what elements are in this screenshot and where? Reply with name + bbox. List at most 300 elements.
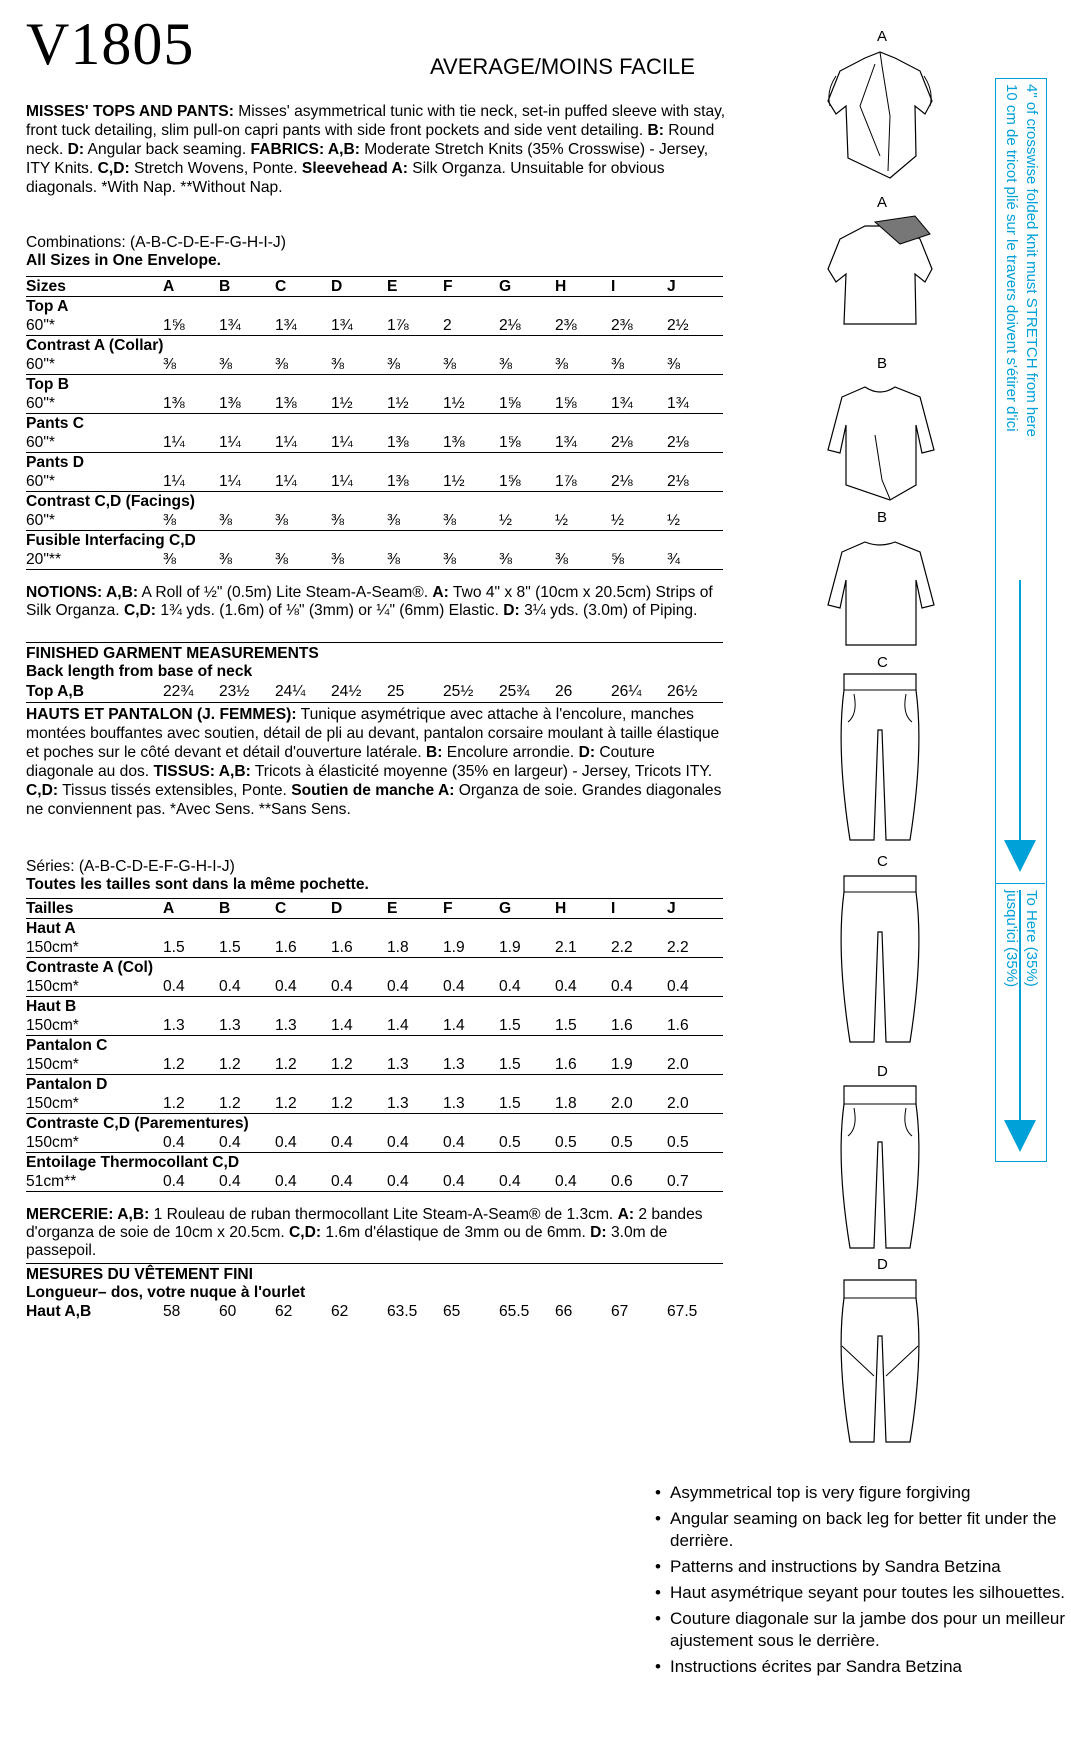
yardage-value: 0.4: [387, 1134, 409, 1151]
finished-value: 22¾: [163, 683, 194, 700]
yardage-value: 1⅞: [387, 317, 409, 334]
yardage-value: 1⅞: [555, 473, 577, 490]
finished-value: 65: [443, 1303, 461, 1320]
finished-table-en: [26, 682, 723, 701]
yardage-value: 1.3: [219, 1017, 241, 1034]
yardage-row: [26, 1172, 723, 1192]
view-letter: D: [877, 1063, 888, 1080]
yardage-value: 0.4: [163, 978, 185, 995]
view-letter: C: [877, 853, 888, 870]
yardage-value: 2.0: [667, 1056, 689, 1073]
yardage-value: 0.4: [163, 1134, 185, 1151]
notions-text: 1¾ yds. (1.6m) of ⅛" (3mm) or ¼" (6mm) Elastic.: [156, 602, 504, 619]
view-letter: A: [877, 194, 888, 211]
finished-value: 24½: [331, 683, 362, 700]
size-header: G: [499, 899, 555, 919]
yardage-value: ⅜: [219, 356, 233, 373]
yardage-value: 2.0: [611, 1095, 633, 1112]
yardage-value: 1¾: [219, 317, 241, 334]
yardage-row: [26, 938, 723, 958]
description-label: Soutien de manche A:: [291, 782, 455, 799]
description-fr: [26, 705, 726, 819]
description-label: B:: [426, 744, 443, 761]
description-text: Angular back seaming.: [84, 141, 251, 158]
size-header: B: [219, 277, 275, 297]
finished-row: [26, 1302, 723, 1321]
yardage-value: 0.5: [611, 1134, 633, 1151]
yardage-value: ⅜: [443, 512, 457, 529]
fabric-name: Fusible Interfacing C,D: [26, 531, 723, 551]
feature-bullet: • Asymmetrical top is very figure forgiving: [655, 1482, 1065, 1504]
feature-bullet: • Couture diagonale sur la jambe dos pour un meilleur ajustement sous le derrière.: [655, 1608, 1065, 1652]
yardage-value: 1.6: [555, 1056, 577, 1073]
fabric-name: Contraste C,D (Parementures): [26, 1114, 723, 1134]
yardage-value: 1.9: [443, 939, 465, 956]
yardage-value: 1.3: [163, 1017, 185, 1034]
description-text: Organza de soie. Grandes diagonales ne conviennent pas. *Avec Sens. **Sans Sens.: [26, 782, 722, 818]
notions-text: 3¼ yds. (3.0m) of Piping.: [519, 602, 698, 619]
description-label: TISSUS: A,B:: [153, 763, 251, 780]
yardage-value: 1.3: [387, 1056, 409, 1073]
yardage-value: 1.6: [611, 1017, 633, 1034]
fabric-width: 60"*: [26, 434, 55, 451]
yardage-row: [26, 1094, 723, 1114]
finished-value: 63.5: [387, 1303, 418, 1320]
notions-text: 1 Rouleau de ruban thermocollant Lite Steam-A-Seam® de 1.3cm.: [149, 1206, 618, 1223]
yardage-value: 1¼: [331, 473, 353, 490]
divider: [26, 642, 723, 643]
yardage-value: 2.1: [555, 939, 577, 956]
size-header: J: [667, 899, 723, 919]
fabric-name: Haut B: [26, 997, 723, 1017]
fabric-name: Pants C: [26, 414, 723, 434]
fabric-name-row: [26, 1114, 723, 1134]
finished-row: [26, 682, 723, 701]
yardage-value: 1¾: [555, 434, 577, 451]
yardage-value: 1.3: [387, 1095, 409, 1112]
sizes-label: Sizes: [26, 277, 163, 297]
finished-value: 23½: [219, 683, 250, 700]
fabric-name-row: [26, 297, 723, 317]
yardage-value: ½: [555, 512, 569, 529]
feature-bullet: • Haut asymétrique seyant pour toutes les silhouettes.: [655, 1582, 1065, 1604]
finished-name: Haut A,B: [26, 1303, 92, 1320]
size-header: I: [611, 899, 667, 919]
yardage-value: 0.4: [443, 978, 465, 995]
yardage-value: 1.5: [499, 1017, 521, 1034]
yardage-value: ⅜: [387, 512, 401, 529]
gauge-jusqu-ici: jusqu'ici (35%): [1003, 890, 1020, 988]
yardage-value: ⅜: [275, 551, 289, 568]
yardage-value: 1.4: [387, 1017, 409, 1034]
fabric-width: 60"*: [26, 473, 55, 490]
notions-text: 2 bandes d'organza de soie de 10cm x 20.5cm.: [26, 1206, 703, 1241]
fabric-name: Haut A: [26, 919, 723, 939]
yardage-row: [26, 316, 723, 336]
view-letter: B: [877, 355, 888, 372]
fabric-width: 150cm*: [26, 939, 79, 956]
fabric-width: 150cm*: [26, 978, 79, 995]
feature-bullet: • Angular seaming on back leg for better fit under the derrière.: [655, 1508, 1065, 1552]
pattern-code: V1805: [26, 11, 195, 77]
yardage-value: 1½: [331, 395, 353, 412]
yardage-value: 1⅜: [163, 395, 185, 412]
fabric-name: Pantalon D: [26, 1075, 723, 1095]
yardage-value: 1⅜: [275, 395, 297, 412]
yardage-value: ⅝: [611, 551, 625, 568]
yardage-row: [26, 550, 723, 570]
yardage-value: 1.2: [275, 1056, 297, 1073]
yardage-value: 2⅛: [611, 434, 633, 451]
fabric-name-row: [26, 375, 723, 395]
yardage-value: 0.4: [275, 1173, 297, 1190]
yardage-value: 1¼: [219, 473, 241, 490]
yardage-value: 2⅛: [499, 317, 521, 334]
fabric-name: Contrast C,D (Facings): [26, 492, 723, 512]
yardage-value: 2.0: [667, 1095, 689, 1112]
difficulty-label: AVERAGE/MOINS FACILE: [430, 54, 695, 79]
description-text: Misses' asymmetrical tunic with tie neck, set-in puffed sleeve with stay, front tuck detailing, slim pull-on capri pants with side front pockets and side vent detailing.: [26, 103, 726, 139]
finished-value: 58: [163, 1303, 181, 1320]
yardage-value: 1½: [443, 395, 465, 412]
yardage-value: 1.5: [499, 1056, 521, 1073]
notions-text: 3.0m de passepoil.: [26, 1224, 668, 1259]
yardage-table-en: [26, 276, 723, 570]
yardage-value: 0.4: [331, 1134, 353, 1151]
notions-label: D:: [503, 602, 520, 619]
fabric-width: 51cm**: [26, 1173, 77, 1190]
size-header: J: [667, 277, 723, 297]
yardage-value: ⅜: [275, 512, 289, 529]
yardage-row: [26, 394, 723, 414]
size-header: C: [275, 277, 331, 297]
yardage-value: ½: [499, 512, 513, 529]
yardage-value: 1⅝: [499, 473, 521, 490]
top-b-front-illustration: [820, 375, 940, 505]
fabric-width: 150cm*: [26, 1017, 79, 1034]
yardage-value: 0.4: [499, 978, 521, 995]
notions-en: [26, 584, 726, 620]
fabric-name-row: [26, 531, 723, 551]
yardage-value: 1¼: [163, 434, 185, 451]
yardage-value: 1.3: [443, 1095, 465, 1112]
notions-label: A:: [432, 584, 449, 601]
yardage-value: 0.4: [387, 978, 409, 995]
finished-value: 25¾: [499, 683, 530, 700]
feature-bullet: • Instructions écrites par Sandra Betzina: [655, 1656, 1065, 1678]
fabric-width: 60"*: [26, 512, 55, 529]
yardage-row: [26, 433, 723, 453]
finished-value: 60: [219, 1303, 237, 1320]
size-header: A: [163, 277, 219, 297]
pants-d-back-illustration: [830, 1276, 930, 1451]
yardage-value: 1⅜: [443, 434, 465, 451]
finished-value: 26½: [667, 683, 698, 700]
yardage-value: 2⅜: [555, 317, 577, 334]
fabric-name-row: [26, 336, 723, 356]
yardage-value: ½: [611, 512, 625, 529]
divider: [26, 1263, 723, 1264]
yardage-value: 1⅝: [499, 395, 521, 412]
yardage-value: ⅜: [443, 356, 457, 373]
fabric-name-row: [26, 414, 723, 434]
yardage-value: 0.4: [443, 1173, 465, 1190]
description-en: [26, 102, 726, 197]
fabric-width: 60"*: [26, 356, 55, 373]
fabric-name-row: [26, 492, 723, 512]
combinations-en: Combinations: (A-B-C-D-E-F-G-H-I-J) All Sizes in One Envelope.: [26, 234, 286, 269]
size-header: H: [555, 899, 611, 919]
yardage-value: 1¾: [611, 395, 633, 412]
yardage-value: 1.8: [555, 1095, 577, 1112]
yardage-value: 2.2: [611, 939, 633, 956]
yardage-value: 0.4: [219, 1134, 241, 1151]
yardage-value: 1.4: [331, 1017, 353, 1034]
finished-value: 26¼: [611, 683, 642, 700]
size-header: D: [331, 899, 387, 919]
size-header: B: [219, 899, 275, 919]
yardage-value: 0.4: [555, 1173, 577, 1190]
yardage-value: 1.9: [499, 939, 521, 956]
yardage-value: 1.2: [331, 1056, 353, 1073]
finished-value: 65.5: [499, 1303, 530, 1320]
description-text: Stretch Wovens, Ponte.: [129, 160, 302, 177]
notions-text: Two 4" x 8" (10cm x 20.5cm) Strips of Silk Organza.: [26, 584, 713, 619]
yardage-value: 1¼: [331, 434, 353, 451]
description-label: C,D:: [97, 160, 130, 177]
description-label: Sleevehead A:: [301, 160, 408, 177]
finished-fr: MESURES DU VÊTEMENT FINI Longueur– dos, votre nuque à l'ourlet: [26, 1266, 306, 1301]
fabric-width: 150cm*: [26, 1095, 79, 1112]
fabric-name: Entoilage Thermocollant C,D: [26, 1153, 723, 1173]
description-text: Couture diagonale au dos.: [26, 744, 655, 780]
notions-label: D:: [590, 1224, 607, 1241]
fabric-name: Contrast A (Collar): [26, 336, 723, 356]
yardage-row: [26, 355, 723, 375]
yardage-row: [26, 977, 723, 997]
size-header: E: [387, 277, 443, 297]
pants-c-back-illustration: [830, 872, 930, 1052]
yardage-value: 1¾: [331, 317, 353, 334]
yardage-value: 1⅝: [163, 317, 185, 334]
finished-en: FINISHED GARMENT MEASUREMENTS Back length from base of neck: [26, 645, 319, 680]
view-letter: D: [877, 1256, 888, 1273]
description-text: Tissus tissés extensibles, Ponte.: [58, 782, 292, 799]
fabric-name: Top B: [26, 375, 723, 395]
yardage-row: [26, 472, 723, 492]
yardage-value: 1.6: [275, 939, 297, 956]
yardage-value: 1¼: [163, 473, 185, 490]
yardage-value: ⅜: [331, 551, 345, 568]
size-header-row: [26, 277, 723, 297]
feature-bullet: • Patterns and instructions by Sandra Betzina: [655, 1556, 1065, 1578]
finished-value: 62: [275, 1303, 293, 1320]
combinations-fr: Séries: (A-B-C-D-E-F-G-H-I-J) Toutes les tailles sont dans la même pochette.: [26, 858, 369, 893]
view-letter: A: [877, 28, 888, 45]
yardage-value: 0.4: [275, 1134, 297, 1151]
divider: [26, 702, 723, 703]
yardage-value: 0.4: [555, 978, 577, 995]
yardage-value: 1½: [387, 395, 409, 412]
yardage-value: 0.5: [499, 1134, 521, 1151]
gauge-text-fr: 10 cm de tricot plié sur le travers doivent s'étirer d'ici: [1003, 84, 1020, 432]
fabric-name: Pantalon C: [26, 1036, 723, 1056]
yardage-value: 2⅜: [611, 317, 633, 334]
yardage-value: ⅜: [219, 512, 233, 529]
sizes-label: Tailles: [26, 899, 163, 919]
description-label: D:: [578, 744, 596, 761]
finished-name: Top A,B: [26, 683, 85, 700]
size-header: C: [275, 899, 331, 919]
notions-label: MERCERIE: A,B:: [26, 1206, 150, 1223]
yardage-value: 2: [443, 317, 452, 334]
description-label: C,D:: [26, 782, 59, 799]
yardage-value: 1.5: [499, 1095, 521, 1112]
size-header: D: [331, 277, 387, 297]
finished-value: 26: [555, 683, 573, 700]
yardage-value: ⅜: [387, 356, 401, 373]
yardage-value: 1.5: [219, 939, 241, 956]
yardage-value: 1.5: [555, 1017, 577, 1034]
yardage-value: 1.2: [275, 1095, 297, 1112]
fabric-name-row: [26, 997, 723, 1017]
size-header: E: [387, 899, 443, 919]
description-text: Tunique asymétrique avec attache à l'encolure, manches montées bouffantes avec soutien, détail de pli au devant, pantalon corsaire moulant à taille élastique et poches sur le côté devant et détail d'ouverture latérale.: [26, 706, 720, 761]
yardage-value: 1.4: [443, 1017, 465, 1034]
pants-c-front-illustration: [830, 670, 930, 850]
yardage-value: ⅜: [331, 356, 345, 373]
yardage-value: ¾: [667, 551, 681, 568]
top-b-back-illustration: [820, 530, 940, 655]
yardage-value: 1.2: [219, 1095, 241, 1112]
top-a-back-illustration: [820, 214, 940, 334]
yardage-value: 0.4: [331, 978, 353, 995]
finished-value: 67: [611, 1303, 629, 1320]
fabric-width: 60"*: [26, 395, 55, 412]
description-text: Tricots à élasticité moyenne (35% en largeur) - Jersey, Tricots ITY.: [250, 763, 713, 780]
yardage-value: 0.4: [219, 978, 241, 995]
yardage-value: 0.4: [163, 1173, 185, 1190]
yardage-value: 1¼: [275, 473, 297, 490]
yardage-value: ⅜: [667, 356, 681, 373]
finished-value: 25½: [443, 683, 474, 700]
yardage-value: 1.2: [331, 1095, 353, 1112]
yardage-value: 0.5: [555, 1134, 577, 1151]
yardage-value: 0.4: [443, 1134, 465, 1151]
yardage-table-fr: [26, 898, 723, 1192]
pants-d-front-illustration: [830, 1082, 930, 1257]
notions-label: A:: [617, 1206, 635, 1223]
yardage-value: 0.4: [219, 1173, 241, 1190]
yardage-value: ⅜: [499, 551, 513, 568]
view-letter: B: [877, 509, 888, 526]
gauge-text-en: 4" of crosswise folded knit must STRETCH from here: [1023, 84, 1040, 437]
description-label: HAUTS ET PANTALON (J. FEMMES):: [26, 706, 297, 723]
yardage-value: 0.4: [611, 978, 633, 995]
size-header: F: [443, 277, 499, 297]
yardage-value: 1⅜: [387, 473, 409, 490]
yardage-value: 1⅜: [219, 395, 241, 412]
view-letter: C: [877, 654, 888, 671]
description-text: Silk Organza. Unsuitable for obvious diagonals. *With Nap. **Without Nap.: [26, 160, 665, 196]
notions-text: A Roll of ½" (0.5m) Lite Steam-A-Seam®.: [138, 584, 433, 601]
yardage-value: ⅜: [163, 512, 177, 529]
top-a-front-illustration: [820, 46, 940, 186]
yardage-row: [26, 511, 723, 531]
yardage-row: [26, 1133, 723, 1153]
notions-label: NOTIONS: A,B:: [26, 584, 139, 601]
yardage-value: 2.2: [667, 939, 689, 956]
fabric-name-row: [26, 1153, 723, 1173]
fabric-width: 150cm*: [26, 1134, 79, 1151]
yardage-value: 2⅛: [667, 434, 689, 451]
size-header: H: [555, 277, 611, 297]
finished-value: 66: [555, 1303, 573, 1320]
yardage-value: ⅜: [163, 551, 177, 568]
yardage-value: 1.9: [611, 1056, 633, 1073]
yardage-value: ⅜: [555, 551, 569, 568]
fabric-width: 20"**: [26, 551, 62, 568]
fabric-name: Top A: [26, 297, 723, 317]
yardage-value: 1.6: [331, 939, 353, 956]
yardage-value: ⅜: [163, 356, 177, 373]
notions-fr: [26, 1206, 726, 1260]
description-text: Round neck.: [26, 122, 715, 158]
yardage-value: 1⅜: [387, 434, 409, 451]
size-header: I: [611, 277, 667, 297]
yardage-value: ½: [667, 512, 681, 529]
finished-table-fr: [26, 1302, 723, 1321]
notions-label: C,D:: [123, 602, 156, 619]
description-label: B:: [647, 122, 664, 139]
yardage-value: 1½: [443, 473, 465, 490]
notions-text: 1.6m d'élastique de 3mm ou de 6mm.: [321, 1224, 591, 1241]
yardage-value: 0.4: [275, 978, 297, 995]
yardage-value: 1¾: [667, 395, 689, 412]
yardage-value: ⅜: [499, 356, 513, 373]
fabric-name-row: [26, 453, 723, 473]
yardage-value: 1.2: [219, 1056, 241, 1073]
yardage-value: 1.2: [163, 1056, 185, 1073]
yardage-value: ⅜: [331, 512, 345, 529]
fabric-width: 150cm*: [26, 1056, 79, 1073]
yardage-value: 1¼: [275, 434, 297, 451]
yardage-value: 2⅛: [667, 473, 689, 490]
feature-bullets: [655, 1482, 1065, 1682]
finished-value: 67.5: [667, 1303, 698, 1320]
yardage-value: 1⅝: [499, 434, 521, 451]
size-header-row: [26, 899, 723, 919]
yardage-value: 1.5: [163, 939, 185, 956]
yardage-row: [26, 1016, 723, 1036]
yardage-value: 0.6: [611, 1173, 633, 1190]
yardage-value: 2½: [667, 317, 689, 334]
finished-value: 62: [331, 1303, 349, 1320]
yardage-value: 1.3: [275, 1017, 297, 1034]
yardage-value: 0.4: [499, 1173, 521, 1190]
yardage-value: 1¾: [275, 317, 297, 334]
size-header: G: [499, 277, 555, 297]
fabric-name-row: [26, 958, 723, 978]
description-text: Moderate Stretch Knits (35% Crosswise) - Jersey, ITY Knits.: [26, 141, 709, 177]
description-label: MISSES' TOPS AND PANTS:: [26, 103, 234, 120]
yardage-value: ⅜: [387, 551, 401, 568]
fabric-name-row: [26, 1036, 723, 1056]
size-header: F: [443, 899, 499, 919]
fabric-name: Contraste A (Col): [26, 958, 723, 978]
yardage-value: ⅜: [611, 356, 625, 373]
notions-label: C,D:: [289, 1224, 322, 1241]
